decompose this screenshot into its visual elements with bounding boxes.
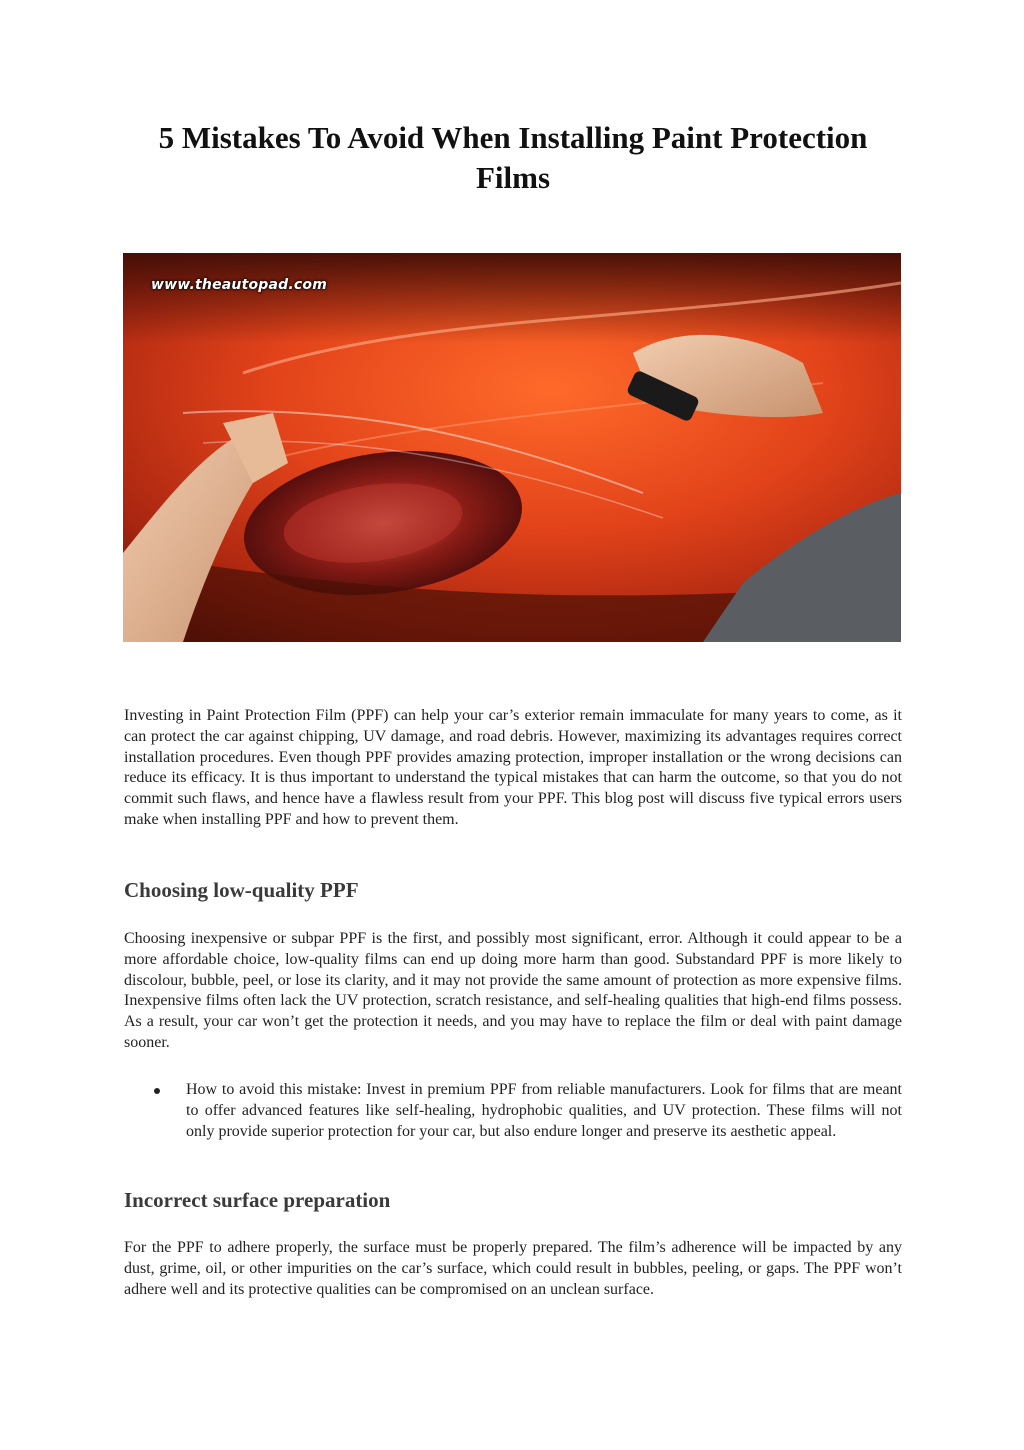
document-title: 5 Mistakes To Avoid When Installing Paint Protection Films xyxy=(158,120,868,195)
list-item-text: How to avoid this mistake: Invest in premium PPF from reliable manufacturers. Look for films that are meant to offer advanced features like self-healing, hydrophobic qualities, and UV protection. These films will not only provide superior protection for your car, but also endure longer and preserve its aesthetic appeal. xyxy=(186,1081,902,1140)
bullet-icon xyxy=(154,1088,160,1094)
section-heading: Incorrect surface preparation xyxy=(124,1188,391,1212)
image-watermark: www.theautopad.com xyxy=(151,277,328,293)
section-paragraph: Choosing inexpensive or subpar PPF is the first, and possibly most significant, error. Although it could appear to be a more affordable choice, low-quality films can end up doing more harm than good. Substandard PPF is more likely to discolour, bubble, peel, or lose its clarity, and it may not provide the same amount of protection as more expensive films. Inexpensive films often lack the UV protection, scratch resistance, and self-healing qualities that high-end films possess. As a result, your car won’t get the protection it needs, and you may have to replace the film or deal with paint damage sooner. xyxy=(124,930,902,1051)
car-ppf-installation-photo xyxy=(123,253,901,642)
hero-image xyxy=(123,253,901,642)
intro-paragraph: Investing in Paint Protection Film (PPF) can help your car’s exterior remain immaculate for many years to come, as it can protect the car against chipping, UV damage, and road debris. However, maximizing its advantages requires correct installation procedures. Even though PPF provides amazing protection, improper installation or the wrong decisions can reduce its efficacy. It is thus important to understand the typical mistakes that can harm the outcome, so that you do not commit such flaws, and hence have a flawless result from your PPF. This blog post will discuss five typical errors users make when installing PPF and how to prevent them. xyxy=(124,707,902,828)
section-heading: Choosing low-quality PPF xyxy=(124,878,359,902)
section-paragraph: For the PPF to adhere properly, the surface must be properly prepared. The film’s adherence will be impacted by any dust, grime, oil, or other impurities on the car’s surface, which could result in bubbles, peeling, or gaps. The PPF won’t adhere well and its protective qualities can be compromised on an unclean surface. xyxy=(124,1239,902,1298)
